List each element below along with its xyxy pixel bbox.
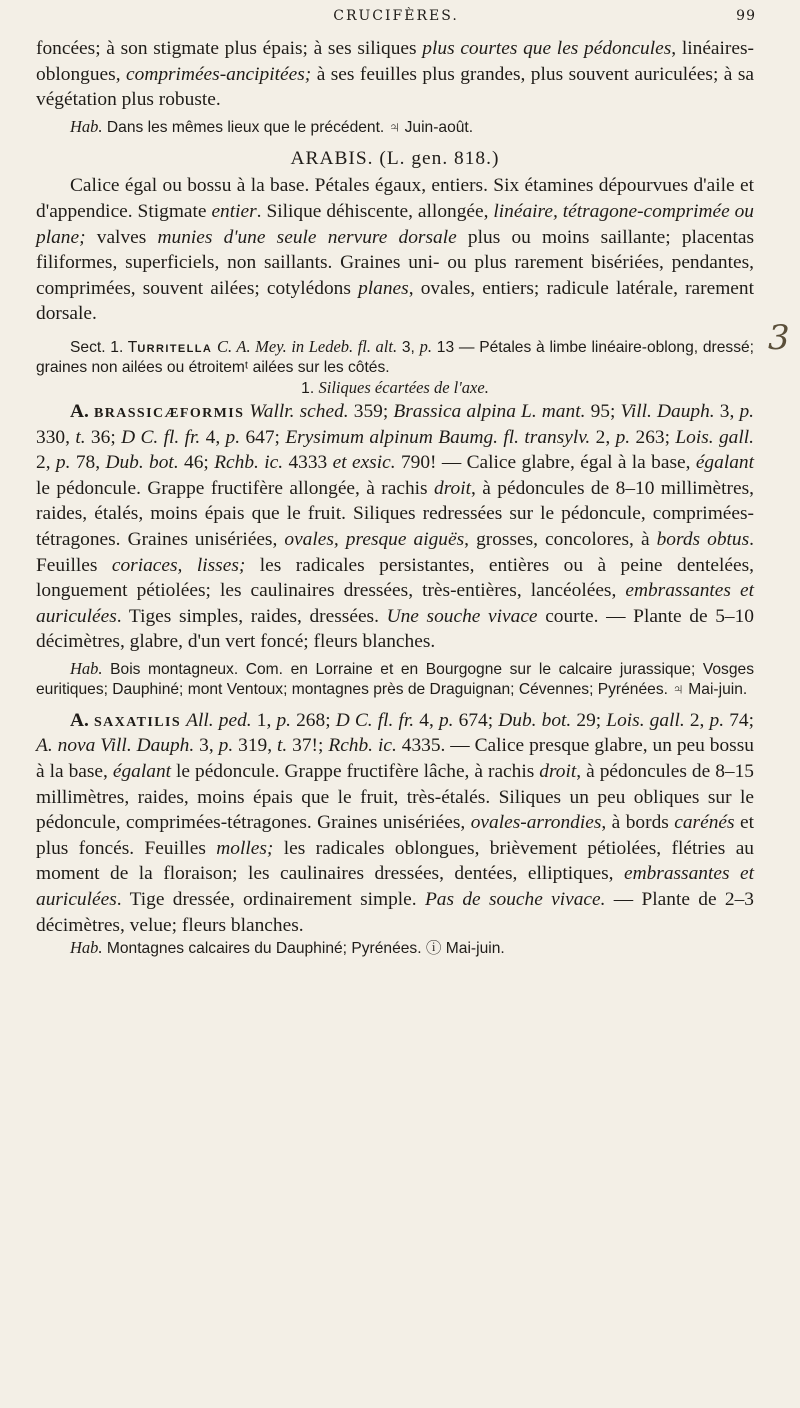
habitat-note: Hab. Dans les mêmes lieux que le précédent. ♃ Juin-août. — [70, 116, 474, 136]
running-header — [36, 8, 756, 32]
margin-annotation: 3 — [768, 318, 790, 358]
genus-description: Calice égal ou bossu à la base. Pétales égaux, entiers. Six étamines dépourvues d'aile et d'appendice. Stigmate entier. Silique déhiscente, allongée, linéaire, tétragone-comprimée ou plane; valves munies d'une seule nervure dorsale plus ou moins saillante; placentas filiformes, superficiels, non saillants. Graines uni- ou plus rarement bisériées, pendantes, comprimées, souvent ailées; cotylédons planes, ovales, entiers; radicule latérale, rarement dorsale. — [36, 175, 755, 325]
section-heading: Sect. 1. Turritella C. A. Mey. in Ledeb. fl. alt. 3, p. 13 — Pétales à limbe linéaire-oblong, dressé; graines non ailées ou étroitemᵗ ailées sur les côtés. — [36, 336, 754, 376]
genus-heading: ARABIS. (L. gen. 818.) — [290, 147, 500, 169]
species-entry: A. saxatilis All. ped. 1, p. 268; D C. fl. fr. 4, p. 674; Dub. bot. 29; Lois. gall. 2, p. 74; A. nova Vill. Dauph. 3, p. 319, t. 37!; Rchb. ic. 4335. — Calice presque glabre, un peu bossu à la base, égalant le pédoncule. Grappe fructifère lâche, à rachis droit, à pédoncules de 8–15 millimètres, raides, moins épais que le fruit, très-étalés. Siliques un peu obliques sur le pédoncule, comprimées-tétragones. Graines unisériées, ovales-arrondies, à bords carénés et plus foncés. Feuilles molles; les radicales oblongues, brièvement pétiolées, flétries au moment de la floraison; les caulinaires dressées, dentées, elliptiques, embrassantes et auriculées. Tige dressée, ordinairement simple. Pas de souche vivace. — Plante de 2–3 décimètres, velue; fleurs blanches. — [36, 709, 754, 936]
species-entry: A. brassicæformis Wallr. sched. 359; Brassica alpina L. mant. 95; Vill. Dauph. 3, p. 330, t. 36; D C. fl. fr. 4, p. 647; Erysimum alpinum Baumg. fl. transylv. 2, p. 263; Lois. gall. 2, p. 78, Dub. bot. 46; Rchb. ic. 4333 et exsic. 790! — Calice glabre, égal à la base, égalant le pédoncule. Grappe fructifère allongée, à rachis droit, à pédoncules de 8–10 millimètres, raides, étalés, moins épais que le fruit. Siliques redressées sur le pédoncule, comprimées-tétragones. Graines unisériées, ovales, presque aiguës, grosses, concolores, à bords obtus. Feuilles coriaces, lisses; les radicales persistantes, entières ou à peine dentelées, longuement pétiolées; les caulinaires dressées, très-entières, lancéolées, embrassantes et auriculées. Tiges simples, raides, dressées. Une souche vivace courte. — Plante de 5–10 décimètres, glabre, d'un vert foncé; fleurs blanches. — [36, 400, 754, 653]
page-body — [36, 36, 754, 959]
habitat-note: Hab. Montagnes calcaires du Dauphiné; Pyrénées. ⓘ Mai-juin. — [70, 938, 505, 958]
running-title: CRUCIFÈRES. — [333, 8, 459, 24]
page-number: 99 — [736, 8, 756, 24]
habitat-note: Hab. Bois montagneux. Com. en Lorraine et en Bourgogne sur le calcaire jurassique; Vosges euritiques; Dauphiné; mont Ventoux; montagnes près de Draguignan; Cévennes; Pyrénées. ♃ Mai-juin. — [36, 658, 754, 698]
subsection-heading: 1. Siliques écartées de l'axe. — [301, 377, 489, 397]
continued-paragraph: foncées; à son stigmate plus épais; à ses siliques plus courtes que les pédoncules, linéaires-oblongues, comprimées-ancipitées; à ses feuilles plus grandes, plus souvent auriculées; à sa végétation plus robuste. — [36, 38, 754, 111]
